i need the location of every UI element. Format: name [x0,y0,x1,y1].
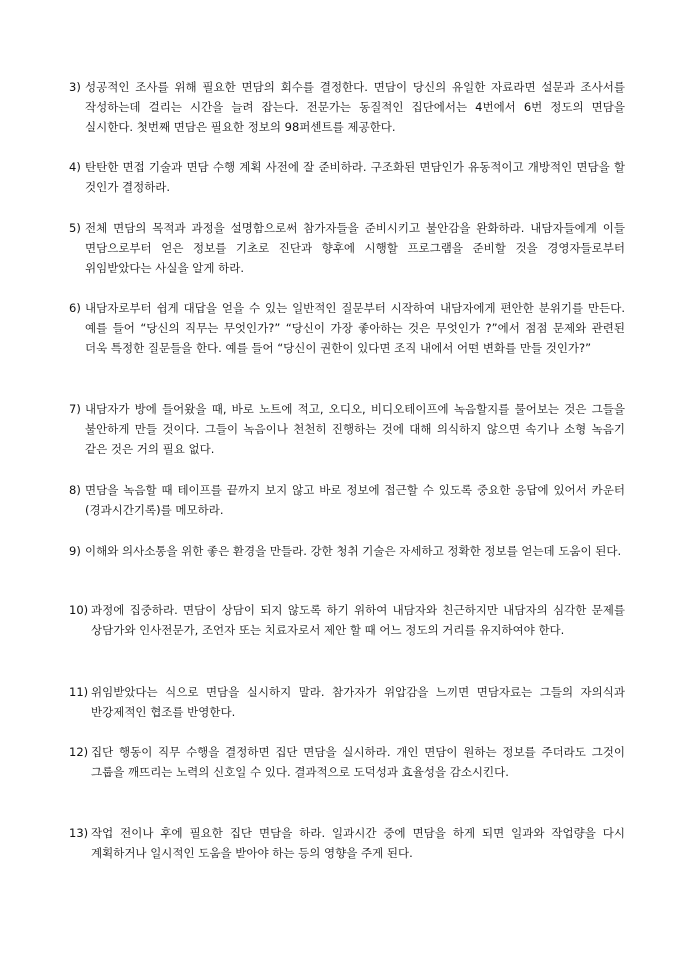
item-number: 7) [69,402,81,416]
list-item-11 [69,682,625,722]
list-item-12 [69,742,625,782]
list-item-5 [69,218,625,278]
item-number: 4) [69,160,81,174]
item-number: 5) [69,221,81,235]
item-text: 내담자로부터 쉽게 대답을 얻을 수 있는 일반적인 질문부터 시작하여 내담자에게 편안한 분위기를 만든다. 예를 들어 “당신의 직무는 무엇인가?” “당신이 가장 좋아하는 것은 무엇인가 ?”에서 점점 문제와 관련된 더욱 특정한 질문들을 한다. 예를 들어 “당신이 권한이 있다면 조직 내에서 어떤 변화를 만들 것인가?” [85,301,625,355]
item-text: 성공적인 조사를 위해 필요한 면담의 회수를 결정한다. 면담이 당신의 유일한 자료라면 설문과 조사서를 작성하는데 걸리는 시간을 늘려 잡는다. 전문가는 동질적인 집단에서는 4번에서 6번 정도의 면담을 실시한다. 첫번째 면담은 필요한 정보의 98퍼센트를 제공한다. [85,80,625,134]
list-item-13 [69,823,625,863]
item-text: 전체 면담의 목적과 과정을 설명함으로써 참가자들을 준비시키고 불안감을 완화하라. 내담자들에게 이들 면담으로부터 얻은 정보를 기초로 진단과 향후에 시행할 프로그램을 준비할 것을 경영자들로부터 위임받았다는 사실을 알게 하라. [85,221,625,275]
item-text: 과정에 집중하라. 면담이 상담이 되지 않도록 하기 위하여 내담자와 친근하지만 내담자의 심각한 문제를 상담가와 인사전문가, 조언자 또는 치료자로서 제안 할 때 어느 정도의 거리를 유지하여야 한다. [91,603,625,637]
item-text: 집단 행동이 직무 수행을 결정하면 집단 면담을 실시하라. 개인 면담이 원하는 정보를 주더라도 그것이 그룹을 깨뜨리는 노력의 신호일 수 있다. 결과적으로 도덕성과 효율성을 감소시킨다. [91,745,625,779]
list-item-7 [69,399,625,459]
list-item-4 [69,157,625,197]
item-text: 내담자가 방에 들어왔을 때, 바로 노트에 적고, 오디오, 비디오테이프에 녹음할지를 물어보는 것은 그들을 불안하게 만들 것이다. 그들이 녹음이나 천천히 진행하는 것에 대해 의식하지 않으면 속기나 소형 녹음기 같은 것은 거의 필요 없다. [85,402,625,456]
item-number: 8) [69,483,81,497]
item-number: 13) [69,826,89,840]
item-text: 위임받았다는 식으로 면담을 실시하지 말라. 참가자가 위압감을 느끼면 면담자료는 그들의 자의식과 반강제적인 협조를 반영한다. [91,685,625,719]
list-item-8 [69,480,625,520]
item-number: 12) [69,745,89,759]
item-number: 10) [69,603,89,617]
list-item-3 [69,77,625,137]
list-item-10 [69,600,625,640]
list-item-9 [69,541,625,561]
item-text: 탄탄한 면접 기술과 면담 수행 계획 사전에 잘 준비하라. 구조화된 면담인가 유동적이고 개방적인 면담을 할 것인가 결정하라. [85,160,625,194]
item-number: 6) [69,301,81,315]
item-text: 면담을 녹음할 때 테이프를 끝까지 보지 않고 바로 정보에 접근할 수 있도록 중요한 응답에 있어서 카운터(경과시간기록)를 메모하라. [85,483,625,517]
item-number: 3) [69,80,81,94]
item-text: 이해와 의사소통을 위한 좋은 환경을 만들라. 강한 청취 기술은 자세하고 정확한 정보를 얻는데 도움이 된다. [85,544,622,558]
list-item-6 [69,298,625,358]
item-number: 11) [69,685,89,699]
item-text: 작업 전이나 후에 필요한 집단 면담을 하라. 일과시간 중에 면담을 하게 되면 일과와 작업량을 다시 계획하거나 일시적인 도움을 받아야 하는 등의 영향을 주게 된다. [91,826,625,860]
item-number: 9) [69,544,81,558]
